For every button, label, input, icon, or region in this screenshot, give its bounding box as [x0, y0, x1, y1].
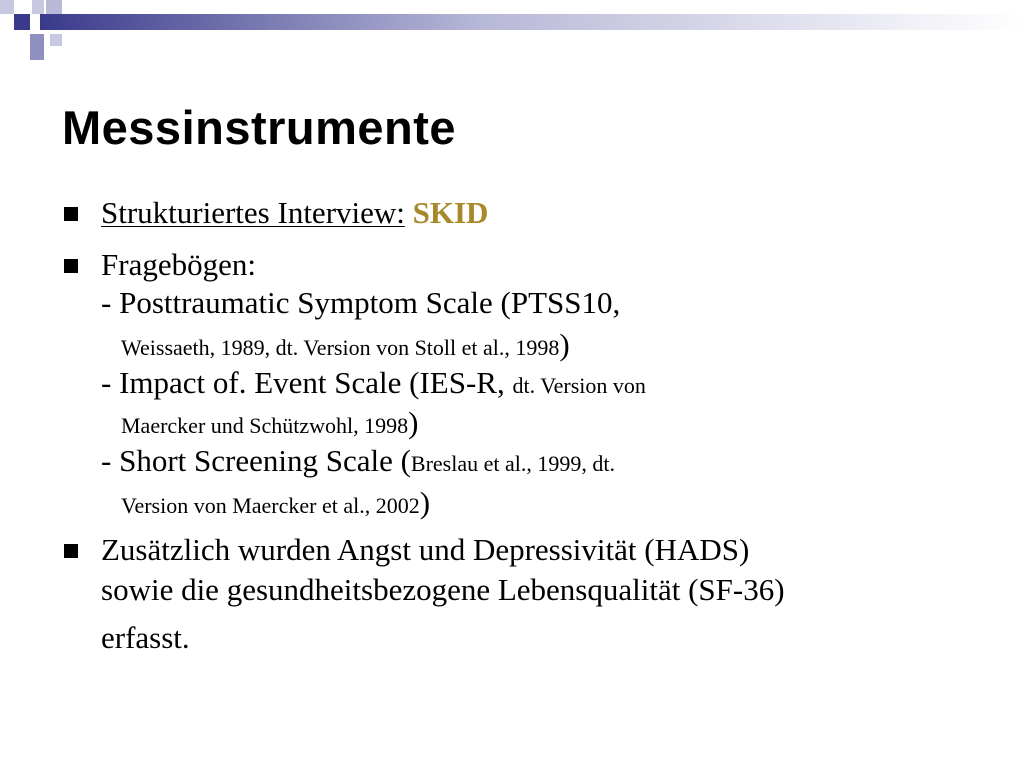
slide-title: Messinstrumente	[62, 101, 457, 154]
bullet-square-icon	[64, 259, 78, 273]
header-gradient-bar	[40, 14, 1024, 30]
bullet-square-icon	[64, 207, 78, 221]
ies-r-line: - Impact of. Event Scale (IES-R, dt. Version von	[101, 365, 646, 400]
bullet-interview-text	[101, 194, 488, 232]
ptss10-citation: Weissaeth, 1989, dt. Version von Stoll et al., 1998)	[121, 327, 570, 362]
deco-square-2	[14, 14, 30, 30]
interview-label: Strukturiertes Interview:	[101, 195, 405, 230]
skid-highlight: SKID	[412, 195, 489, 230]
deco-square-3	[32, 0, 44, 14]
additional-line-2: sowie die gesundheitsbezogene Lebensqualität (SF-36)	[101, 572, 785, 607]
questionnaires-label: Fragebögen:	[101, 247, 256, 282]
additional-line-3: erfasst.	[101, 620, 190, 655]
deco-square-5	[30, 34, 44, 48]
short-screening-line: - Short Screening Scale (Breslau et al., 1999, dt.	[101, 443, 615, 478]
ies-r-citation: Maercker und Schützwohl, 1998)	[121, 405, 419, 440]
additional-line-1: Zusätzlich wurden Angst und Depressivität (HADS)	[101, 532, 750, 567]
deco-square-6	[50, 34, 62, 46]
bullet-square-icon	[64, 544, 78, 558]
header-decoration	[0, 0, 1024, 70]
deco-square-1	[0, 0, 14, 14]
short-screening-citation: Version von Maercker et al., 2002)	[121, 485, 431, 520]
deco-square-7	[30, 48, 44, 60]
ptss10-line: - Posttraumatic Symptom Scale (PTSS10,	[101, 285, 621, 320]
deco-square-4	[46, 0, 62, 14]
